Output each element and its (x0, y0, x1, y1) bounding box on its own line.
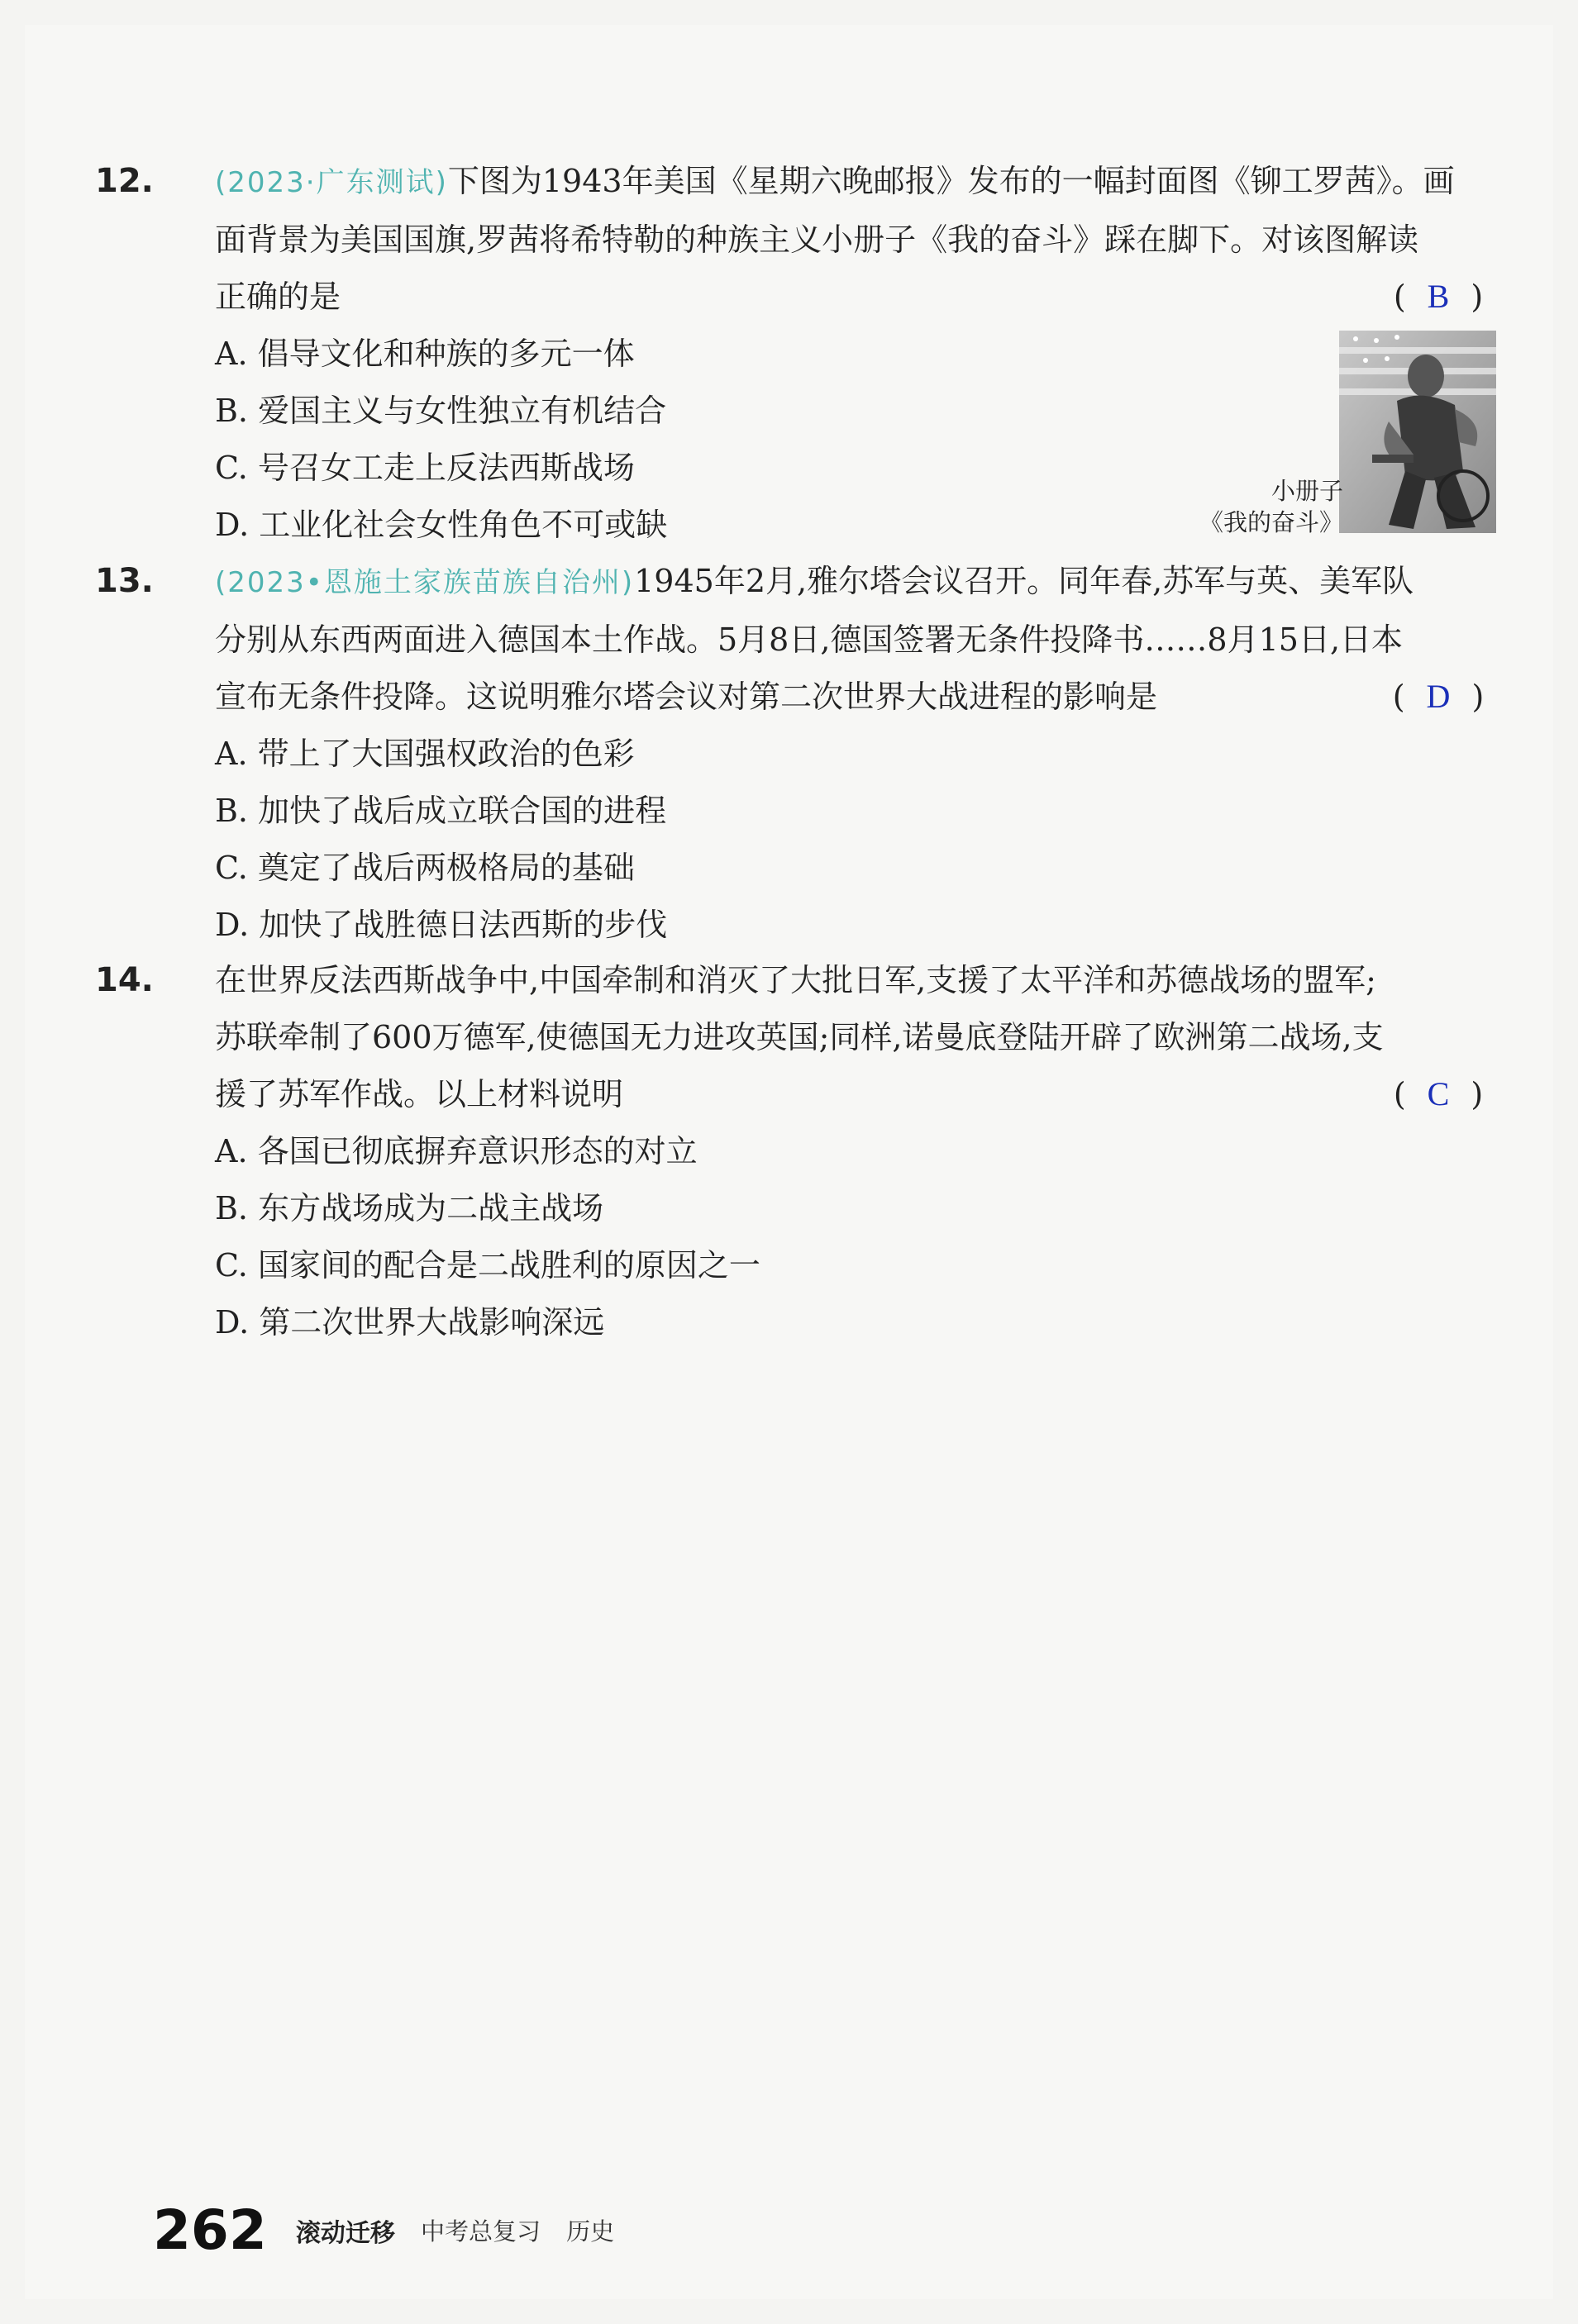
question-stem (95, 553, 1492, 726)
stem-line-2: 分别从东西两面进入德国本土作战。5月8日,德国签署无条件投降书……8月15日,日本 (215, 621, 1404, 658)
stem-line-3: 正确的是 (215, 279, 341, 315)
option-a: A. 倡导文化和种族的多元一体 (215, 336, 635, 372)
option-c: C. 号召女工走上反法西斯战场 (215, 450, 635, 486)
page-footer (153, 2198, 614, 2262)
stem-line-1: 在世界反法西斯战争中,中国牵制和消灭了大批日军,支援了太平洋和苏德战场的盟军; (215, 962, 1376, 998)
question-number: 12. (95, 162, 154, 200)
option-a: A. 带上了大国强权政治的色彩 (215, 736, 635, 772)
question-14 (95, 952, 1492, 1351)
question-stem (95, 952, 1492, 1123)
option-d: D. 加快了战胜德日法西斯的步伐 (215, 907, 668, 943)
book-subject: 历史 (566, 2217, 615, 2245)
stem-text (153, 553, 1492, 726)
figure-caption (1178, 475, 1343, 538)
stem-text (153, 952, 1492, 1123)
question-number: 13. (95, 562, 154, 600)
answer-letter: C (1427, 1075, 1450, 1112)
option-b: B. 爱国主义与女性独立有机结合 (215, 393, 667, 429)
option-d: D. 工业化社会女性角色不可或缺 (215, 507, 668, 543)
stem-line-3: 宣布无条件投降。这说明雅尔塔会议对第二次世界大战进程的影响是 (215, 679, 1158, 715)
option-c: C. 国家间的配合是二战胜利的原因之一 (215, 1247, 760, 1283)
figure-caption-line-2: 《我的奋斗》 (1199, 508, 1343, 536)
stem-line-1 (215, 153, 1492, 212)
question-number: 14. (95, 961, 154, 999)
option-d: D. 第二次世界大战影响深远 (215, 1304, 605, 1341)
option-a: A. 各国已彻底摒弃意识形态的对立 (215, 1133, 698, 1169)
book-brand: 滚动迁移 (295, 2218, 395, 2248)
options-list (153, 726, 1492, 954)
answer-letter: D (1426, 678, 1451, 715)
question-source: (2023•恩施土家族苗族自治州) (215, 566, 635, 599)
option-c: C. 奠定了战后两极格局的基础 (215, 850, 635, 886)
stem-line-1 (215, 553, 1492, 612)
stem-line-1-text: 下图为1943年美国《星期六晚邮报》发布的一幅封面图《铆工罗茜》。画 (447, 163, 1455, 199)
question-stem (95, 153, 1492, 326)
stem-line-2: 面背景为美国国旗,罗茜将希特勒的种族主义小册子《我的奋斗》踩在脚下。对该图解读 (215, 221, 1419, 258)
answer-bracket: ( D ) (1392, 678, 1485, 715)
rosie-riveter-image (1339, 331, 1496, 533)
book-series: 中考总复习 (420, 2217, 541, 2245)
answer-bracket: ( C ) (1393, 1075, 1484, 1112)
option-b: B. 东方战场成为二战主战场 (215, 1190, 604, 1226)
option-b: B. 加快了战后成立联合国的进程 (215, 793, 667, 829)
page-number: 262 (153, 2198, 267, 2262)
stem-line-2: 苏联牵制了600万德军,使德国无力进攻英国;同样,诺曼底登陆开辟了欧洲第二战场,支 (215, 1019, 1384, 1055)
answer-bracket: ( B ) (1393, 278, 1484, 315)
question-source: (2023·广东测试) (215, 166, 448, 199)
stem-line-1-text: 1945年2月,雅尔塔会议召开。同年春,苏军与英、美军队 (634, 563, 1414, 599)
stem-line-3: 援了苏军作战。以上材料说明 (215, 1076, 624, 1112)
figure-caption-line-1: 小册子 (1271, 477, 1343, 505)
question-13 (95, 553, 1492, 954)
options-list (153, 1123, 1492, 1351)
answer-letter: B (1427, 278, 1450, 315)
stem-text (153, 153, 1492, 326)
